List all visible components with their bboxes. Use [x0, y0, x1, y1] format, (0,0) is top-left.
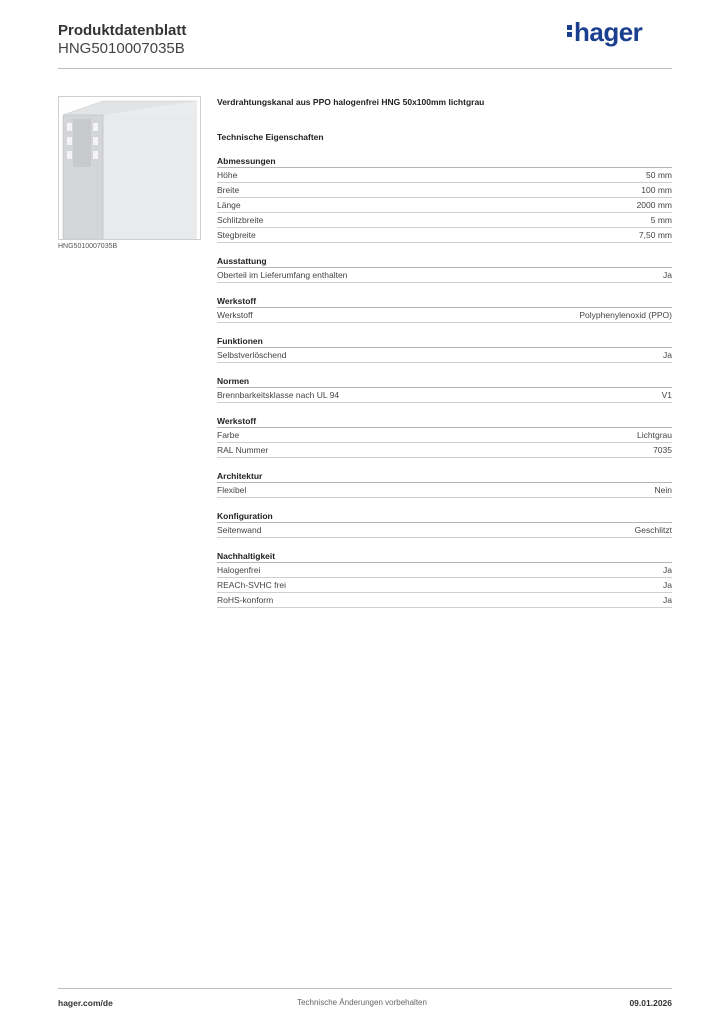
section-title: Normen: [217, 375, 672, 388]
footer-center: Technische Änderungen vorbehalten: [297, 998, 427, 1007]
product-details: [217, 95, 672, 608]
property-row: [217, 228, 672, 243]
property-value: 7,50 mm: [638, 230, 672, 240]
product-image: [58, 96, 201, 240]
property-section: [217, 510, 672, 538]
property-label: Flexibel: [217, 485, 247, 495]
property-value: Ja: [663, 595, 672, 605]
tech-properties-title: Technische Eigenschaften: [217, 132, 324, 142]
property-label: Halogenfrei: [217, 565, 261, 575]
property-label: REACh-SVHC frei: [217, 580, 286, 590]
property-value: Nein: [654, 485, 672, 495]
property-section: [217, 155, 672, 243]
property-row: [217, 348, 672, 363]
property-row: [217, 213, 672, 228]
section-title: Architektur: [217, 470, 672, 483]
property-value: Lichtgrau: [637, 430, 672, 440]
property-value: V1: [661, 390, 672, 400]
property-section: [217, 550, 672, 608]
property-value: Ja: [663, 565, 672, 575]
property-section: [217, 470, 672, 498]
footer-website-link[interactable]: hager.com/de: [58, 998, 113, 1008]
property-value: Geschlitzt: [634, 525, 672, 535]
property-row: [217, 578, 672, 593]
image-caption: HNG5010007035B: [58, 243, 118, 250]
cable-duct-illustration: [59, 97, 200, 239]
section-title: Funktionen: [217, 335, 672, 348]
property-value: 100 mm: [641, 185, 672, 195]
section-title: Werkstoff: [217, 295, 672, 308]
property-row: [217, 523, 672, 538]
property-value: 7035: [653, 445, 672, 455]
properties-list: [217, 155, 672, 608]
property-row: [217, 308, 672, 323]
header-divider: [58, 68, 672, 69]
property-row: [217, 168, 672, 183]
property-section: [217, 255, 672, 283]
property-label: Oberteil im Lieferumfang enthalten: [217, 270, 348, 280]
property-row: [217, 198, 672, 213]
property-row: [217, 443, 672, 458]
property-value: Ja: [663, 350, 672, 360]
property-label: Werkstoff: [217, 310, 253, 320]
property-section: [217, 415, 672, 458]
section-title: Ausstattung: [217, 255, 672, 268]
logo-text: hager: [574, 17, 643, 47]
property-row: [217, 428, 672, 443]
product-description: Verdrahtungskanal aus PPO halogenfrei HNG 50x100mm lichtgrau: [217, 97, 485, 107]
logo-dots-icon: [567, 23, 572, 39]
property-label: Farbe: [217, 430, 240, 440]
footer-divider: [58, 988, 672, 989]
property-label: Stegbreite: [217, 230, 256, 240]
page-title: Produktdatenblatt: [58, 22, 187, 39]
property-value: 50 mm: [646, 170, 672, 180]
property-section: [217, 295, 672, 323]
section-title: Konfiguration: [217, 510, 672, 523]
section-title: Abmessungen: [217, 155, 672, 168]
property-label: Seitenwand: [217, 525, 262, 535]
footer-date: 09.01.2026: [629, 998, 672, 1008]
hager-logo[interactable]: [567, 17, 642, 48]
property-row: [217, 593, 672, 608]
property-value: 2000 mm: [636, 200, 672, 210]
property-label: RoHS-konform: [217, 595, 274, 605]
property-row: [217, 483, 672, 498]
property-label: Selbstverlöschend: [217, 350, 287, 360]
property-section: [217, 375, 672, 403]
property-row: [217, 563, 672, 578]
property-label: Brennbarkeitsklasse nach UL 94: [217, 390, 340, 400]
property-label: Länge: [217, 200, 241, 210]
property-value: Ja: [663, 270, 672, 280]
property-value: Ja: [663, 580, 672, 590]
property-row: [217, 388, 672, 403]
product-number: HNG5010007035B: [58, 40, 185, 57]
property-row: [217, 183, 672, 198]
property-label: Schlitzbreite: [217, 215, 264, 225]
property-value: 5 mm: [650, 215, 672, 225]
section-title: Nachhaltigkeit: [217, 550, 672, 563]
property-label: Breite: [217, 185, 240, 195]
property-section: [217, 335, 672, 363]
property-value: Polyphenylenoxid (PPO): [579, 310, 672, 320]
property-row: [217, 268, 672, 283]
property-label: Höhe: [217, 170, 238, 180]
property-label: RAL Nummer: [217, 445, 269, 455]
section-title: Werkstoff: [217, 415, 672, 428]
